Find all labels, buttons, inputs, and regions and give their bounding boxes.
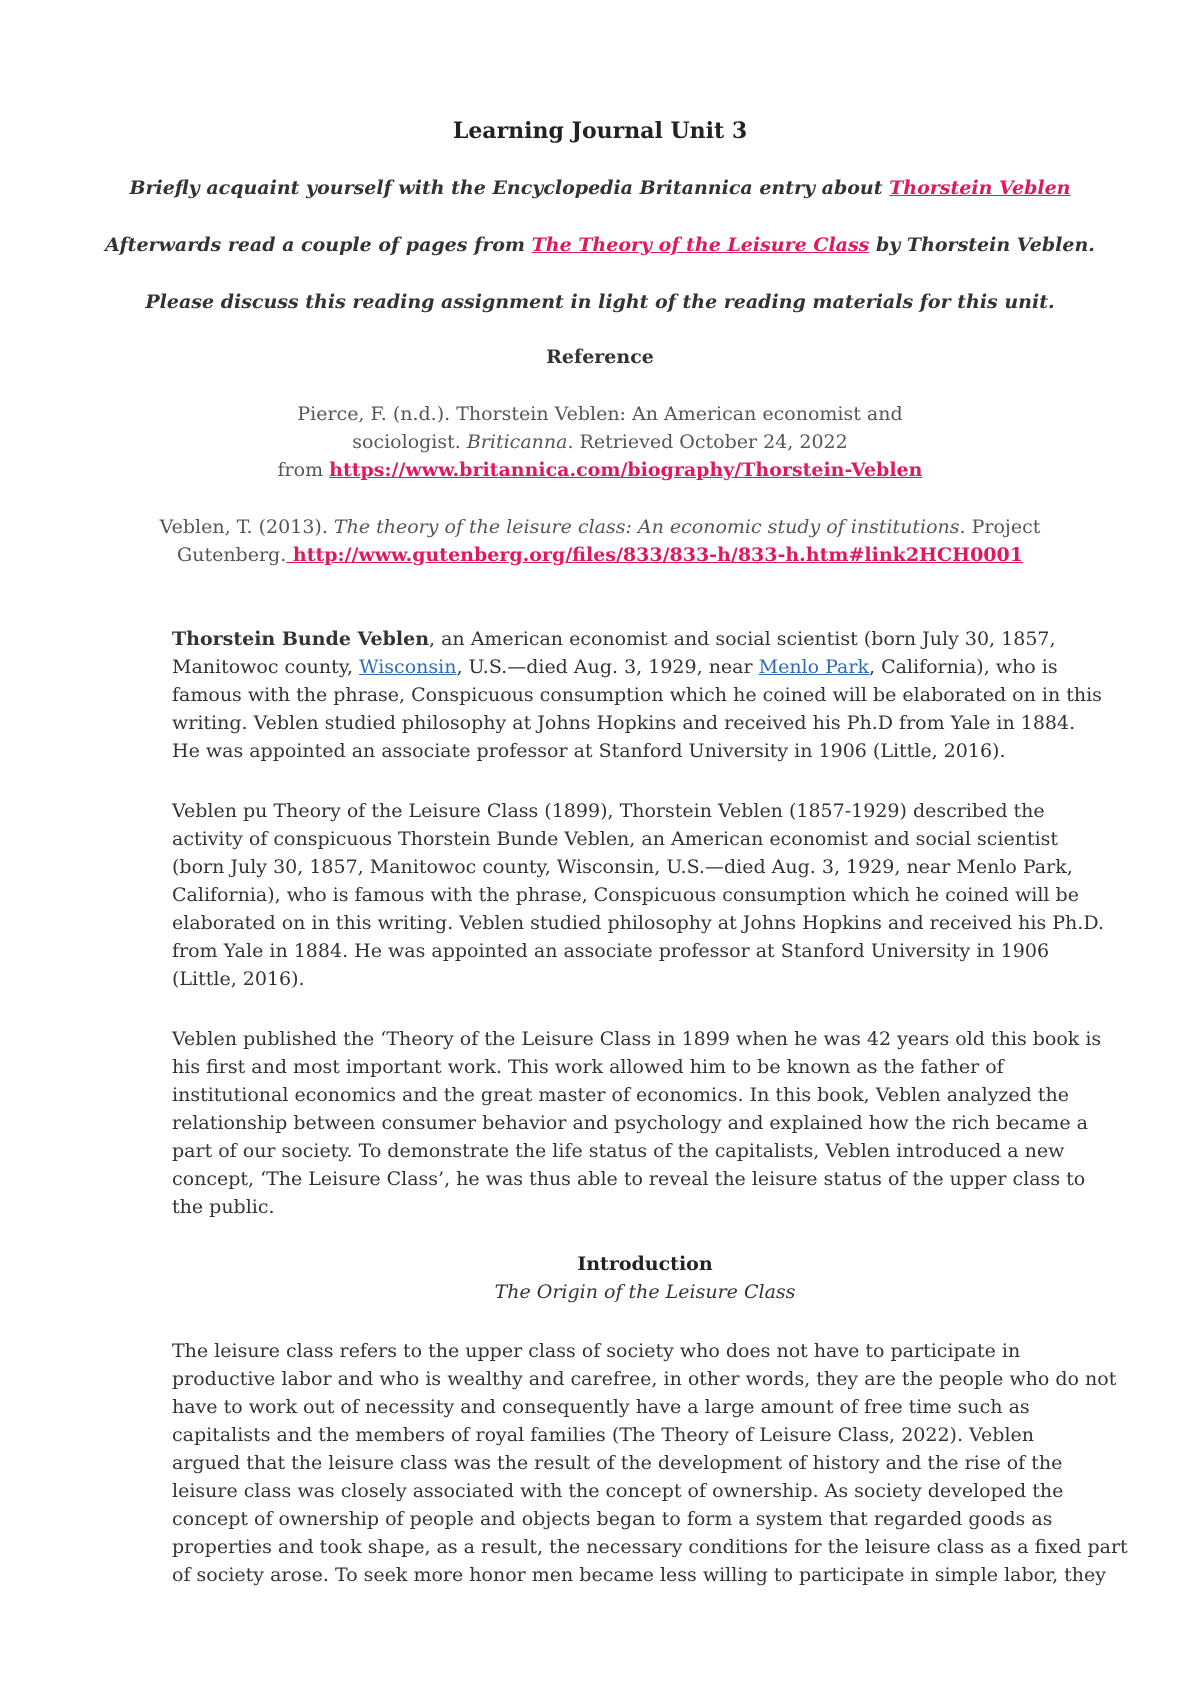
paragraph-line [172, 653, 1132, 681]
paragraph-line: California), who is famous with the phrase, Conspicuous consumption which he coined will be [172, 884, 1079, 906]
section-heading: Introduction [577, 1253, 713, 1275]
menlo-park-link[interactable]: Menlo Park [758, 656, 869, 678]
paragraph-line: Veblen pu Theory of the Leisure Class (1899), Thorstein Veblen (1857-1929) described the [172, 800, 1045, 822]
paragraph-line: from Yale in 1884. He was appointed an associate professor at Stanford University in 1906 [172, 940, 1050, 962]
ref1-retrieved: . Retrieved October 24, 2022 [567, 431, 848, 453]
reference-entry-1 [60, 400, 1140, 484]
page-title: Learning Journal Unit 3 [452, 118, 748, 144]
instruction-text-after: by Thorstein Veblen. [869, 234, 1095, 256]
ref1-source-italic: Briticanna [466, 431, 568, 453]
ref1-line1: Pierce, F. (n.d.). Thorstein Veblen: An American economist and [297, 403, 903, 425]
paragraph-line: have to work out of necessity and consequently have a large amount of free time such as [172, 1396, 1030, 1418]
paragraph-line: writing. Veblen studied philosophy at Johns Hopkins and received his Ph.D from Yale in 1884. [172, 712, 1076, 734]
paragraph-line: productive labor and who is wealthy and carefree, in other words, they are the people who do not [172, 1368, 1117, 1390]
ref1-from: from [277, 459, 330, 481]
paragraph-line: properties and took shape, as a result, the necessary conditions for the leisure class as a fixed part [172, 1536, 1128, 1558]
instruction-text-before: Afterwards read a couple of pages from [105, 234, 532, 256]
paragraph-3 [172, 1025, 1132, 1221]
paragraph-2 [172, 797, 1132, 993]
reference-heading: Reference [546, 346, 654, 368]
text-span: , an American economist and social scientist (born July 30, 1857, [429, 628, 1056, 650]
section-subheading: The Origin of the Leisure Class [494, 1281, 796, 1303]
paragraph-line [172, 625, 1132, 653]
ref1-line2 [60, 428, 1140, 456]
paragraph-1 [172, 625, 1132, 765]
ref2-author: Veblen, T. (2013). [159, 516, 334, 538]
bold-name: Thorstein Bunde Veblen [172, 628, 430, 650]
gutenberg-url-link[interactable]: http://www.gutenberg.org/files/833/833-h/833-h.htm#link2HCH0001 [286, 544, 1023, 566]
paragraph-line: concept of ownership of people and objects began to form a system that regarded goods as [172, 1508, 1053, 1530]
wisconsin-link[interactable]: Wisconsin [359, 656, 457, 678]
instruction-text: Briefly acquaint yourself with the Encyclopedia Britannica entry about [129, 177, 890, 199]
paragraph-line: part of our society. To demonstrate the life status of the capitalists, Veblen introduced a new [172, 1140, 1065, 1162]
paragraph-line: his first and most important work. This work allowed him to be known as the father of [172, 1056, 1004, 1078]
paragraph-line: the public. [172, 1196, 275, 1218]
ref2-line2 [60, 541, 1140, 569]
paragraph-line: He was appointed an associate professor at Stanford University in 1906 (Little, 2016). [172, 740, 1006, 762]
paragraph-line: argued that the leisure class was the result of the development of history and the rise of the [172, 1452, 1063, 1474]
text-span: , California), who is [868, 656, 1058, 678]
paragraph-line: (Little, 2016). [172, 968, 305, 990]
paragraph-line: activity of conspicuous Thorstein Bunde Veblen, an American economist and social scientist [172, 828, 1059, 850]
britannica-url-link[interactable]: https://www.britannica.com/biography/Thorstein-Veblen [329, 459, 923, 481]
paragraph-line: The leisure class refers to the upper class of society who does not have to participate in [172, 1340, 1021, 1362]
paragraph-line: institutional economics and the great master of economics. In this book, Veblen analyzed the [172, 1084, 1069, 1106]
thorstein-veblen-link[interactable]: Thorstein Veblen [889, 177, 1071, 199]
ref1-text: sociologist. [352, 431, 467, 453]
theory-leisure-class-link[interactable]: The Theory of the Leisure Class [531, 234, 870, 256]
paragraph-line: capitalists and the members of royal families (The Theory of Leisure Class, 2022). Veblen [172, 1424, 1034, 1446]
text-span: Manitowoc county, [172, 656, 360, 678]
ref2-project: . Project [959, 516, 1041, 538]
paragraph-line: (born July 30, 1857, Manitowoc county, Wisconsin, U.S.—died Aug. 3, 1929, near Menlo Park, [172, 856, 1073, 878]
paragraph-line: leisure class was closely associated with the concept of ownership. As society developed the [172, 1480, 1064, 1502]
paragraph-line: relationship between consumer behavior and psychology and explained how the rich became a [172, 1112, 1088, 1134]
paragraph-4 [172, 1337, 1132, 1589]
paragraph-line: of society arose. To seek more honor men became less willing to participate in simple labor, they [172, 1564, 1107, 1586]
reference-entry-2 [60, 513, 1140, 569]
paragraph-line: Veblen published the ‘Theory of the Leisure Class in 1899 when he was 42 years old this book is [172, 1028, 1102, 1050]
ref2-title-italic: The theory of the leisure class: An economic study of institutions [333, 516, 960, 538]
ref1-line3 [60, 456, 1140, 484]
text-span: , U.S.—died Aug. 3, 1929, near [456, 656, 759, 678]
ref2-gutenberg: Gutenberg. [177, 544, 287, 566]
paragraph-line: famous with the phrase, Conspicuous consumption which he coined will be elaborated on in this [172, 684, 1102, 706]
instruction-line-1 [60, 177, 1140, 199]
paragraph-line: concept, ‘The Leisure Class’, he was thus able to reveal the leisure status of the upper class to [172, 1168, 1086, 1190]
paragraph-line: elaborated on in this writing. Veblen studied philosophy at Johns Hopkins and received his Ph.D. [172, 912, 1104, 934]
instruction-line-2 [60, 234, 1140, 256]
instruction-line-3: Please discuss this reading assignment in light of the reading materials for this unit. [145, 291, 1055, 313]
ref2-line1 [60, 513, 1140, 541]
